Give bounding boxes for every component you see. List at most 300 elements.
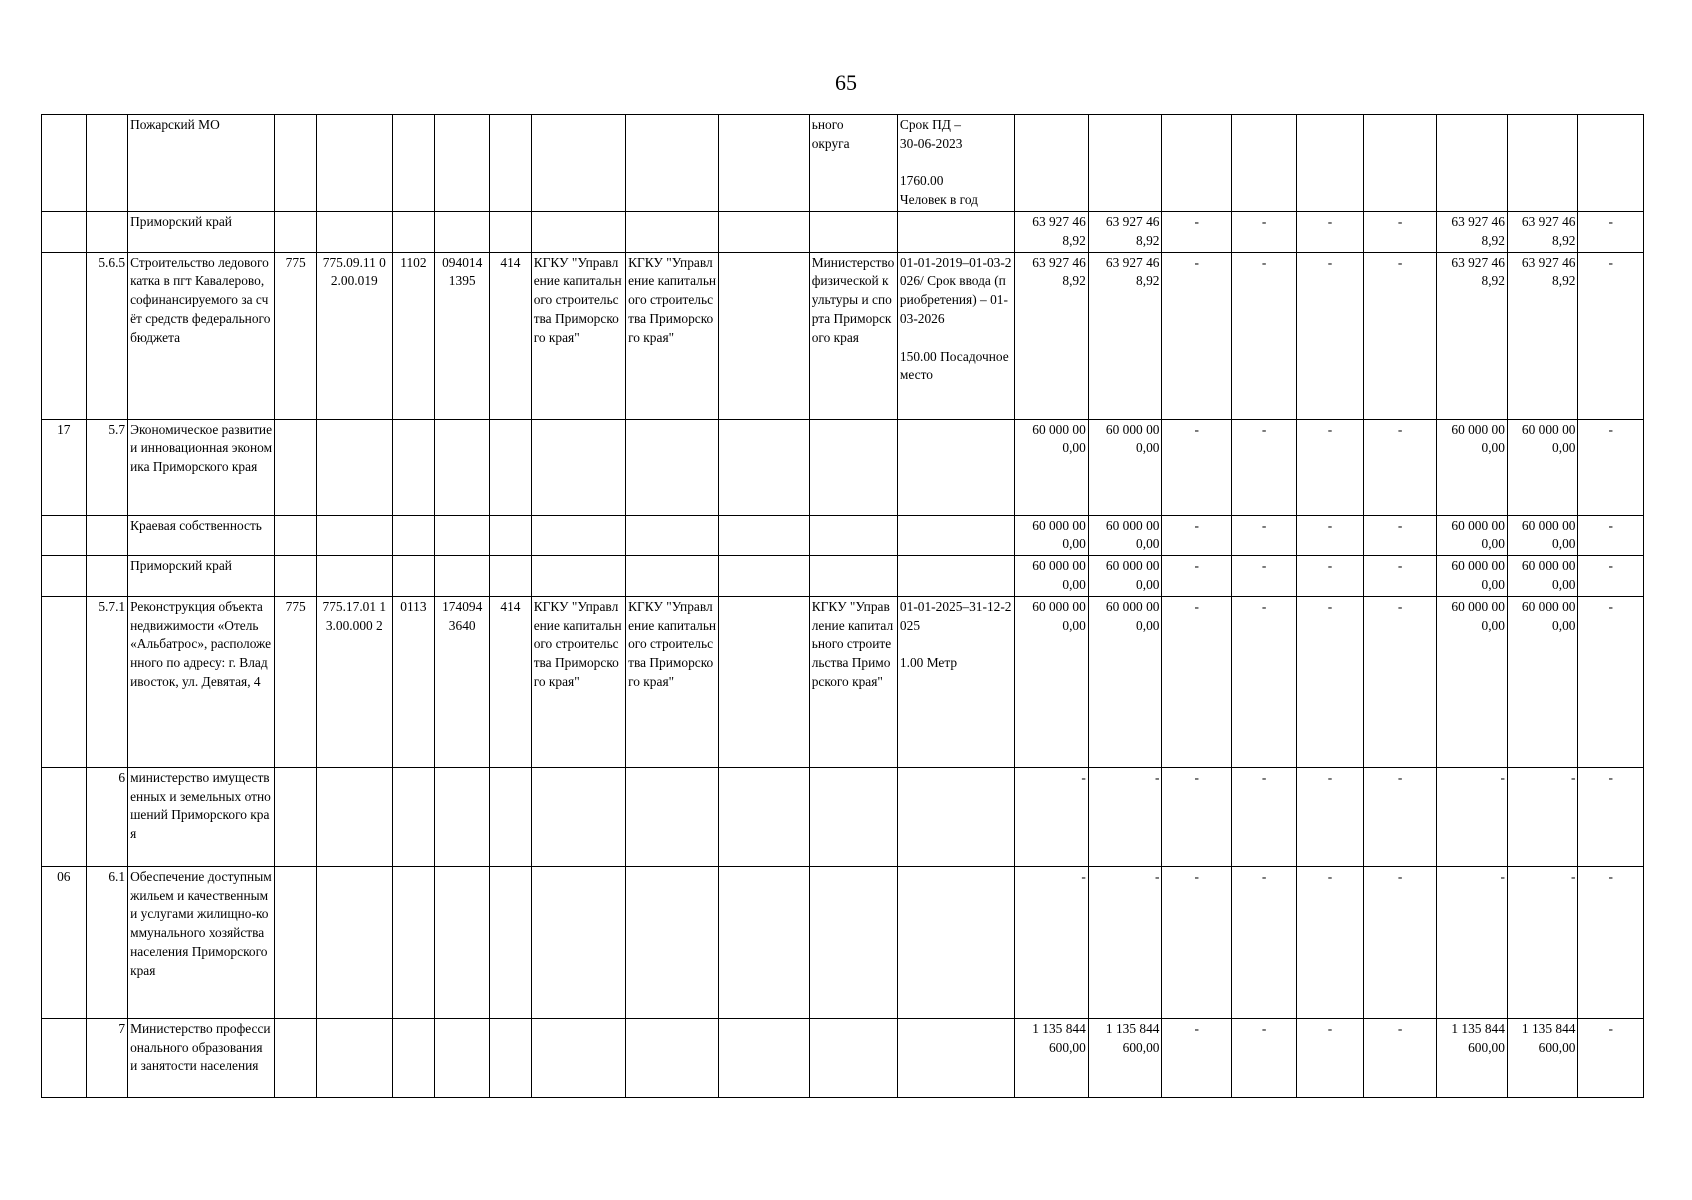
amount-year-cell <box>1088 115 1162 212</box>
empty-cell <box>719 252 809 419</box>
term-capacity-cell-line: Человек в год <box>899 192 978 208</box>
expense-type-cell <box>490 1018 532 1097</box>
amount-year-cell <box>1088 556 1162 597</box>
amount-regional-year-cell-line: 8,92 <box>1552 273 1576 289</box>
amount-regional-year-cell-line: 600,00 <box>1538 1039 1576 1055</box>
dash-cell: - <box>1231 556 1296 597</box>
grbs-cell: 775 <box>275 596 317 767</box>
amount-total-cell-line: 8,92 <box>1062 232 1086 248</box>
dash-cell: - <box>1231 866 1296 1018</box>
amount-total-cell-line: - <box>1081 868 1086 884</box>
amount-year-cell-line: 60 000 00 <box>1105 517 1160 533</box>
table-row <box>42 767 1644 866</box>
table-row <box>42 515 1644 556</box>
item-number-cell: 5.7 <box>86 419 128 515</box>
item-name-cell: Приморский край <box>128 212 275 253</box>
dash-cell: - <box>1162 556 1232 597</box>
term-capacity-cell-line: 01-01-2025–31-12-2025 <box>899 598 1012 633</box>
amount-regional-cell-line: - <box>1500 769 1505 785</box>
term-capacity-cell <box>897 596 1014 767</box>
amount-regional-year-cell <box>1507 252 1578 419</box>
last-cell: - <box>1578 419 1644 515</box>
amount-year-cell <box>1088 515 1162 556</box>
amount-year-cell-line: 8,92 <box>1136 232 1160 248</box>
item-number-cell: 6.1 <box>86 866 128 1018</box>
executor-cell <box>809 767 897 866</box>
dash-cell: - <box>1231 252 1296 419</box>
dash-cell: - <box>1363 556 1437 597</box>
object-code-cell <box>316 1018 392 1097</box>
amount-regional-year-cell <box>1507 212 1578 253</box>
amount-year-cell-line: - <box>1155 868 1160 884</box>
item-name-cell: Пожарский МО <box>128 115 275 212</box>
executor-cell-line: округа <box>811 135 850 151</box>
section-code-cell <box>392 419 435 515</box>
amount-regional-year-cell-line: 60 000 00 <box>1521 421 1576 437</box>
expense-type-cell <box>490 515 532 556</box>
amount-total-cell <box>1015 866 1089 1018</box>
amount-year-cell-line: - <box>1155 769 1160 785</box>
executor-cell <box>809 1018 897 1097</box>
empty-cell <box>719 866 809 1018</box>
item-number-cell: 5.6.5 <box>86 252 128 419</box>
amount-year-cell-line: 0,00 <box>1136 617 1160 633</box>
amount-regional-cell <box>1437 596 1508 767</box>
amount-total-cell <box>1015 115 1089 212</box>
item-number-cell <box>86 515 128 556</box>
empty-cell <box>719 1018 809 1097</box>
amount-total-cell-line: 60 000 00 <box>1032 517 1086 533</box>
section-code-cell <box>392 767 435 866</box>
item-number-cell <box>86 556 128 597</box>
amount-year-cell-line: 63 927 46 <box>1105 254 1160 270</box>
last-cell <box>1578 115 1644 212</box>
item-name-cell: Краевая собственность <box>128 515 275 556</box>
dash-cell <box>1297 115 1363 212</box>
amount-year-cell <box>1088 596 1162 767</box>
object-code-cell: 775.17.01 13.00.000 2 <box>316 596 392 767</box>
customer-cell <box>531 212 625 253</box>
amount-total-cell <box>1015 419 1089 515</box>
amount-year-cell <box>1088 252 1162 419</box>
dash-cell: - <box>1231 596 1296 767</box>
dash-cell: - <box>1231 767 1296 866</box>
term-capacity-cell-line: 1.00 Метр <box>899 655 958 671</box>
executor-cell <box>809 115 897 212</box>
term-capacity-cell <box>897 115 1014 212</box>
program-table <box>41 114 1644 1098</box>
dash-cell <box>1231 115 1296 212</box>
dash-cell: - <box>1363 515 1437 556</box>
amount-year-cell <box>1088 419 1162 515</box>
amount-regional-year-cell <box>1507 866 1578 1018</box>
amount-total-cell-line: 8,92 <box>1062 273 1086 289</box>
item-name-cell: министерство имущественных и земельных отношений Приморского края <box>128 767 275 866</box>
grbs-cell <box>275 556 317 597</box>
item-number-cell: 6 <box>86 767 128 866</box>
object-code-cell <box>316 556 392 597</box>
expense-type-cell: 414 <box>490 252 532 419</box>
amount-total-cell <box>1015 252 1089 419</box>
section-code-cell <box>392 212 435 253</box>
amount-year-cell-line: 0,00 <box>1136 440 1160 456</box>
customer-cell <box>531 515 625 556</box>
section-code-cell: 1102 <box>392 252 435 419</box>
target-article-cell <box>435 515 490 556</box>
executor-cell <box>809 419 897 515</box>
target-article-cell <box>435 419 490 515</box>
amount-year-cell-line: 0,00 <box>1136 536 1160 552</box>
target-article-cell <box>435 866 490 1018</box>
executor-cell <box>809 515 897 556</box>
table-row <box>42 419 1644 515</box>
item-name-cell: Приморский край <box>128 556 275 597</box>
amount-regional-year-cell-line: 0,00 <box>1552 576 1576 592</box>
dash-cell: - <box>1297 419 1363 515</box>
row-number-cell <box>42 767 87 866</box>
developer-cell: КГКУ "Управление капитального строительства Приморского края" <box>626 252 719 419</box>
amount-regional-year-cell <box>1507 1018 1578 1097</box>
last-cell: - <box>1578 556 1644 597</box>
last-cell: - <box>1578 1018 1644 1097</box>
developer-cell <box>626 115 719 212</box>
amount-total-cell-line: 0,00 <box>1062 576 1086 592</box>
amount-total-cell <box>1015 212 1089 253</box>
dash-cell: - <box>1297 767 1363 866</box>
amount-total-cell-line: 60 000 00 <box>1032 598 1086 614</box>
amount-year-cell <box>1088 212 1162 253</box>
dash-cell: - <box>1297 1018 1363 1097</box>
developer-cell <box>626 866 719 1018</box>
section-code-cell <box>392 1018 435 1097</box>
grbs-cell <box>275 212 317 253</box>
customer-cell <box>531 556 625 597</box>
row-number-cell <box>42 1018 87 1097</box>
term-capacity-cell-line: 1760.00 <box>899 173 944 189</box>
item-name-cell: Реконструкция объекта недвижимости «Отель «Альбатрос», расположенного по адресу: г. Владивосток, ул. Девятая, 4 <box>128 596 275 767</box>
empty-cell <box>719 556 809 597</box>
amount-year-cell-line: 60 000 00 <box>1105 421 1160 437</box>
amount-regional-year-cell-line: - <box>1571 769 1576 785</box>
target-article-cell <box>435 1018 490 1097</box>
developer-cell <box>626 556 719 597</box>
item-number-cell: 5.7.1 <box>86 596 128 767</box>
executor-cell-line: ьного <box>811 117 844 132</box>
empty-cell <box>719 515 809 556</box>
amount-regional-cell-line: 1 135 844 <box>1451 1020 1505 1036</box>
customer-cell <box>531 1018 625 1097</box>
amount-total-cell <box>1015 596 1089 767</box>
dash-cell: - <box>1297 556 1363 597</box>
item-number-cell <box>86 115 128 212</box>
grbs-cell <box>275 1018 317 1097</box>
amount-total-cell-line: 0,00 <box>1062 440 1086 456</box>
amount-regional-year-cell-line: 60 000 00 <box>1521 598 1576 614</box>
amount-total-cell-line: 0,00 <box>1062 536 1086 552</box>
grbs-cell <box>275 115 317 212</box>
amount-year-cell-line: 0,00 <box>1136 576 1160 592</box>
customer-cell: КГКУ "Управление капитального строительства Приморского края" <box>531 252 625 419</box>
dash-cell: - <box>1297 866 1363 1018</box>
amount-regional-year-cell <box>1507 767 1578 866</box>
item-name-cell: Экономическое развитие и инновационная экономика Приморского края <box>128 419 275 515</box>
expense-type-cell <box>490 866 532 1018</box>
developer-cell <box>626 212 719 253</box>
dash-cell: - <box>1297 515 1363 556</box>
amount-regional-cell-line: 60 000 00 <box>1451 421 1505 437</box>
row-number-cell <box>42 515 87 556</box>
amount-regional-cell <box>1437 252 1508 419</box>
target-article-cell: 174094 3640 <box>435 596 490 767</box>
row-number-cell: 17 <box>42 419 87 515</box>
empty-cell <box>719 419 809 515</box>
amount-total-cell <box>1015 767 1089 866</box>
amount-total-cell-line: 1 135 844 <box>1032 1020 1086 1036</box>
amount-regional-cell-line: 0,00 <box>1481 617 1505 633</box>
grbs-cell <box>275 419 317 515</box>
target-article-cell <box>435 212 490 253</box>
dash-cell: - <box>1231 212 1296 253</box>
term-capacity-cell-line <box>900 329 1012 348</box>
dash-cell: - <box>1363 419 1437 515</box>
table-row <box>42 212 1644 253</box>
amount-regional-cell-line: 8,92 <box>1481 232 1505 248</box>
dash-cell: - <box>1363 252 1437 419</box>
object-code-cell <box>316 866 392 1018</box>
customer-cell <box>531 866 625 1018</box>
amount-year-cell-line: 600,00 <box>1122 1039 1160 1055</box>
object-code-cell <box>316 419 392 515</box>
amount-regional-cell-line: 60 000 00 <box>1451 598 1505 614</box>
developer-cell <box>626 1018 719 1097</box>
expense-type-cell: 414 <box>490 596 532 767</box>
empty-cell <box>719 115 809 212</box>
expense-type-cell <box>490 212 532 253</box>
row-number-cell: 06 <box>42 866 87 1018</box>
dash-cell: - <box>1297 212 1363 253</box>
term-capacity-cell-line <box>900 635 1012 654</box>
customer-cell: КГКУ "Управление капитального строительства Приморского края" <box>531 596 625 767</box>
executor-cell: Министерство физической культуры и спорта Приморского края <box>809 252 897 419</box>
developer-cell: КГКУ "Управление капитального строительства Приморского края" <box>626 596 719 767</box>
dash-cell: - <box>1162 515 1232 556</box>
row-number-cell <box>42 252 87 419</box>
empty-cell <box>719 596 809 767</box>
term-capacity-cell <box>897 212 1014 253</box>
term-capacity-cell <box>897 419 1014 515</box>
amount-total-cell-line: 60 000 00 <box>1032 421 1086 437</box>
table-row <box>42 556 1644 597</box>
term-capacity-cell-line: 150.00 Посадочное место <box>899 348 1009 383</box>
dash-cell: - <box>1162 212 1232 253</box>
amount-total-cell <box>1015 556 1089 597</box>
item-name-cell: Строительство ледового катка в пгт Кавалерово, софинансируемого за счёт средств федерального бюджета <box>128 252 275 419</box>
target-article-cell <box>435 115 490 212</box>
amount-total-cell-line: 0,00 <box>1062 617 1086 633</box>
item-number-cell <box>86 212 128 253</box>
dash-cell: - <box>1363 1018 1437 1097</box>
dash-cell: - <box>1231 1018 1296 1097</box>
object-code-cell <box>316 212 392 253</box>
amount-regional-year-cell <box>1507 419 1578 515</box>
amount-regional-year-cell-line: 8,92 <box>1552 232 1576 248</box>
amount-regional-year-cell-line: 63 927 46 <box>1521 254 1576 270</box>
dash-cell: - <box>1162 419 1232 515</box>
item-number-cell: 7 <box>86 1018 128 1097</box>
row-number-cell <box>42 596 87 767</box>
amount-regional-cell <box>1437 212 1508 253</box>
amount-year-cell <box>1088 866 1162 1018</box>
last-cell: - <box>1578 515 1644 556</box>
amount-regional-cell-line: 60 000 00 <box>1451 558 1505 574</box>
dash-cell <box>1363 115 1437 212</box>
dash-cell: - <box>1162 866 1232 1018</box>
grbs-cell <box>275 767 317 866</box>
section-code-cell <box>392 866 435 1018</box>
object-code-cell: 775.09.11 02.00.019 <box>316 252 392 419</box>
target-article-cell <box>435 556 490 597</box>
dash-cell: - <box>1363 596 1437 767</box>
dash-cell <box>1162 115 1232 212</box>
amount-regional-cell <box>1437 767 1508 866</box>
term-capacity-cell <box>897 1018 1014 1097</box>
dash-cell: - <box>1297 596 1363 767</box>
amount-year-cell-line: 8,92 <box>1136 273 1160 289</box>
object-code-cell <box>316 115 392 212</box>
expense-type-cell <box>490 115 532 212</box>
dash-cell: - <box>1162 767 1232 866</box>
table-row <box>42 252 1644 419</box>
amount-regional-year-cell-line: 60 000 00 <box>1521 517 1576 533</box>
grbs-cell: 775 <box>275 252 317 419</box>
amount-regional-year-cell-line: 63 927 46 <box>1521 214 1576 229</box>
object-code-cell <box>316 767 392 866</box>
term-capacity-cell-line: Срок ПД – <box>899 117 961 132</box>
developer-cell <box>626 767 719 866</box>
executor-cell: КГКУ "Управление капитального строительства Приморского края" <box>809 596 897 767</box>
section-code-cell: 0113 <box>392 596 435 767</box>
amount-regional-cell-line: 0,00 <box>1481 440 1505 456</box>
executor-cell <box>809 556 897 597</box>
empty-cell <box>719 212 809 253</box>
last-cell: - <box>1578 212 1644 253</box>
amount-regional-cell-line: 0,00 <box>1481 536 1505 552</box>
amount-regional-year-cell-line: 0,00 <box>1552 440 1576 456</box>
row-number-cell <box>42 115 87 212</box>
row-number-cell <box>42 212 87 253</box>
term-capacity-cell <box>897 556 1014 597</box>
section-code-cell <box>392 556 435 597</box>
amount-year-cell-line: 60 000 00 <box>1105 598 1160 614</box>
amount-total-cell-line: 63 927 46 <box>1032 214 1086 229</box>
term-capacity-cell-line <box>900 154 1012 173</box>
amount-regional-year-cell-line: 0,00 <box>1552 617 1576 633</box>
amount-regional-cell <box>1437 556 1508 597</box>
customer-cell <box>531 115 625 212</box>
amount-regional-cell <box>1437 115 1508 212</box>
object-code-cell <box>316 515 392 556</box>
dash-cell: - <box>1162 596 1232 767</box>
last-cell: - <box>1578 596 1644 767</box>
amount-regional-cell-line: - <box>1500 868 1505 884</box>
amount-regional-cell <box>1437 866 1508 1018</box>
executor-cell <box>809 212 897 253</box>
amount-regional-year-cell-line: 0,00 <box>1552 536 1576 552</box>
amount-total-cell-line: 600,00 <box>1048 1039 1086 1055</box>
amount-regional-year-cell-line: 60 000 00 <box>1521 558 1576 574</box>
table-row <box>42 866 1644 1018</box>
empty-cell <box>719 767 809 866</box>
amount-total-cell-line: 63 927 46 <box>1032 254 1086 270</box>
last-cell: - <box>1578 866 1644 1018</box>
table-row <box>42 596 1644 767</box>
dash-cell: - <box>1162 1018 1232 1097</box>
item-name-cell: Министерство профессионального образования и занятости населения <box>128 1018 275 1097</box>
amount-regional-year-cell <box>1507 115 1578 212</box>
amount-year-cell-line: 60 000 00 <box>1105 558 1160 574</box>
amount-regional-cell-line: 60 000 00 <box>1451 517 1505 533</box>
last-cell: - <box>1578 252 1644 419</box>
grbs-cell <box>275 866 317 1018</box>
target-article-cell: 094014 1395 <box>435 252 490 419</box>
expense-type-cell <box>490 419 532 515</box>
table-row <box>42 1018 1644 1097</box>
page-number: 65 <box>835 70 857 95</box>
item-name-cell: Обеспечение доступным жильем и качественными услугами жилищно-коммунального хозяйства населения Приморского края <box>128 866 275 1018</box>
developer-cell <box>626 419 719 515</box>
amount-regional-cell-line: 63 927 46 <box>1451 214 1505 229</box>
amount-regional-cell-line: 0,00 <box>1481 576 1505 592</box>
amount-regional-cell-line: 63 927 46 <box>1451 254 1505 270</box>
amount-total-cell <box>1015 1018 1089 1097</box>
dash-cell: - <box>1231 515 1296 556</box>
expense-type-cell <box>490 767 532 866</box>
term-capacity-cell <box>897 767 1014 866</box>
amount-total-cell-line: - <box>1081 769 1086 785</box>
section-code-cell <box>392 115 435 212</box>
dash-cell: - <box>1363 767 1437 866</box>
executor-cell <box>809 866 897 1018</box>
dash-cell: - <box>1231 419 1296 515</box>
customer-cell <box>531 419 625 515</box>
dash-cell: - <box>1363 866 1437 1018</box>
section-code-cell <box>392 515 435 556</box>
term-capacity-cell <box>897 252 1014 419</box>
amount-regional-year-cell <box>1507 515 1578 556</box>
customer-cell <box>531 767 625 866</box>
amount-year-cell <box>1088 1018 1162 1097</box>
amount-regional-year-cell <box>1507 556 1578 597</box>
amount-regional-year-cell-line: - <box>1571 868 1576 884</box>
amount-year-cell-line: 63 927 46 <box>1105 214 1160 229</box>
amount-regional-year-cell-line: 1 135 844 <box>1521 1020 1576 1036</box>
dash-cell: - <box>1297 252 1363 419</box>
table-row <box>42 115 1644 212</box>
term-capacity-cell-line: 01-01-2019–01-03-2026/ Срок ввода (приобретения) – 01-03-2026 <box>899 254 1012 326</box>
amount-regional-cell <box>1437 515 1508 556</box>
row-number-cell <box>42 556 87 597</box>
amount-regional-cell-line: 8,92 <box>1481 273 1505 289</box>
dash-cell: - <box>1363 212 1437 253</box>
term-capacity-cell-line: 30-06-2023 <box>899 135 963 151</box>
last-cell: - <box>1578 767 1644 866</box>
term-capacity-cell <box>897 866 1014 1018</box>
dash-cell: - <box>1162 252 1232 419</box>
amount-year-cell <box>1088 767 1162 866</box>
developer-cell <box>626 515 719 556</box>
amount-total-cell <box>1015 515 1089 556</box>
amount-regional-cell-line: 600,00 <box>1468 1039 1505 1055</box>
